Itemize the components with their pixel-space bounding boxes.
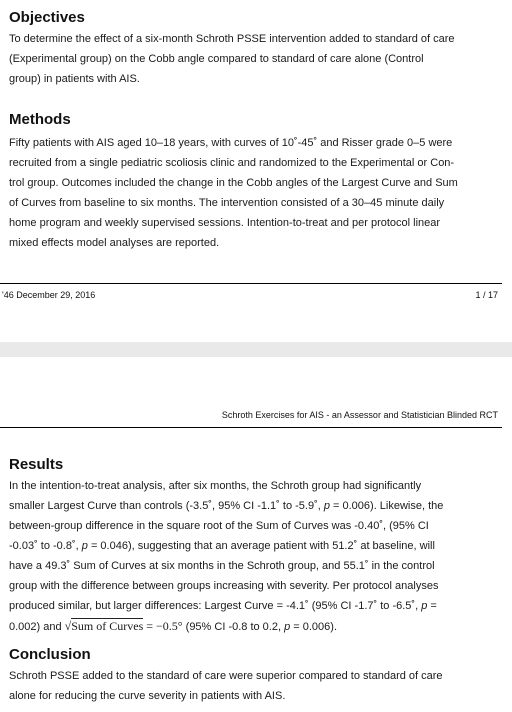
conclusion-heading: Conclusion	[9, 646, 91, 663]
results-line: 0.002) and √Sum of Curves = −0.5° (95% CI -0.8 to 0.2, p = 0.006).	[9, 619, 338, 633]
page-2	[0, 357, 512, 712]
methods-line: of Curves from baseline to six months. The intervention consisted of a 30–45 minute daily	[9, 197, 445, 209]
methods-line: Fifty patients with AIS aged 10–18 years, with curves of 10˚-45˚ and Risser grade 0–5 were	[9, 137, 453, 149]
results-line: group with the difference between groups increasing with severity. Per protocol analyses	[9, 580, 439, 592]
results-heading: Results	[9, 456, 64, 473]
page-number: 1 / 17	[475, 290, 498, 300]
sqrt-expression: √Sum of Curves = −0.5°	[64, 619, 183, 633]
methods-line: mixed effects model analyses are reported.	[9, 237, 220, 249]
methods-line: trol group. Outcomes included the change in the Cobb angles of the Largest Curve and Sum	[9, 177, 458, 189]
results-paragraph	[9, 476, 503, 636]
results-line: have a 49.3˚ Sum of Curves at six months in the Schroth group, and 55.1˚ in the control	[9, 560, 435, 572]
page-1	[0, 0, 512, 312]
methods-heading: Methods	[9, 111, 71, 128]
footer-rule	[0, 283, 502, 284]
methods-line: recruited from a single pediatric scoliosis clinic and randomized to the Experimental or Con-	[9, 157, 455, 169]
objectives-line: (Experimental group) on the Cobb angle compared to standard of care alone (Control	[9, 53, 424, 65]
header-rule	[0, 427, 502, 428]
results-line: between-group difference in the square root of the Sum of Curves was -0.40˚, (95% CI	[9, 520, 429, 532]
results-line: produced similar, but larger differences: Largest Curve = -4.1˚ (95% CI -1.7˚ to -6.5˚, p =	[9, 600, 437, 612]
objectives-heading: Objectives	[9, 9, 85, 26]
conclusion-line: alone for reducing the curve severity in patients with AIS.	[9, 690, 286, 702]
running-header: Schroth Exercises for AIS - an Assessor and Statistician Blinded RCT	[221, 410, 498, 420]
conclusion-paragraph	[9, 666, 503, 706]
methods-line: home program and weekly supervised sessions. Intention-to-treat and per protocol linear	[9, 217, 441, 229]
page-gap	[0, 342, 512, 357]
objectives-paragraph	[9, 29, 503, 89]
results-line: smaller Largest Curve than controls (-3.5˚, 95% CI -1.1˚ to -5.9˚, p = 0.006). Likewise, the	[9, 500, 444, 512]
objectives-line: To determine the effect of a six-month Schroth PSSE intervention added to standard of care	[9, 33, 455, 45]
footer-date: '46 December 29, 2016	[2, 290, 96, 300]
methods-paragraph	[9, 133, 503, 253]
conclusion-line: Schroth PSSE added to the standard of care were superior compared to standard of care	[9, 670, 443, 682]
results-line: In the intention-to-treat analysis, after six months, the Schroth group had significantly	[9, 480, 422, 492]
objectives-line: group) in patients with AIS.	[9, 73, 140, 85]
results-line: -0.03˚ to -0.8˚, p = 0.046), suggesting that an average patient with 51.2˚ at baseline, will	[9, 540, 435, 552]
